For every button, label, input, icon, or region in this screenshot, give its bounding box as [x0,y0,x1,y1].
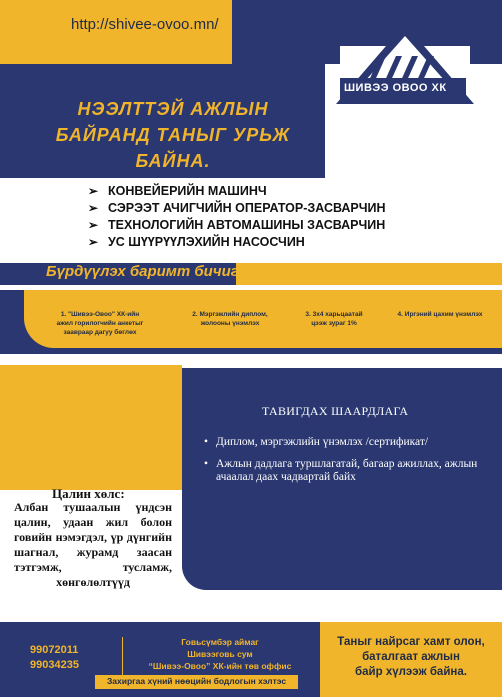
arrow-bullet-icon: ➢ [88,217,99,232]
document-item-4: 4. Иргэний цахим үнэмлэх [397,311,483,318]
office-address: Говьсүмбэр аймаг Шивээговь сум “Шивээ-Овоо” ХК-ийн төв оффис [148,637,292,671]
position-item [88,199,488,216]
headline-line-2: БАЙРАНД ТАНЫГ УРЬЖ [55,125,291,145]
headline-line-3: БАЙНА. [135,151,211,171]
arrow-bullet-icon: ➢ [88,200,99,215]
requirement-item: • Ажлын дадлага туршлагатай, багаар ажиллах, ажлын ачаалал даах чадвартай байх [204,458,478,483]
headline [38,96,308,174]
footer-divider [122,637,123,677]
company-logo [322,18,480,126]
position-item [88,233,488,250]
phone-number-2[interactable]: 99034235 [30,659,79,671]
arrow-bullet-icon: ➢ [88,234,99,249]
position-label: КОНВЕЙЕРИЙН МАШИНЧ [108,183,267,198]
phone-numbers [30,643,79,673]
position-item [88,182,488,199]
arrow-bullet-icon: ➢ [88,183,99,198]
requirements-title: ТАВИГДАХ ШААРДЛАГА [262,404,409,418]
document-item-1: 1. "Шивээ-Овоо" ХК-ийн ажил горилогчийн анкетыг заавраар дагуу бөглөх [56,311,144,336]
bullet-icon: • [204,458,209,470]
department-name: Захиргаа хүний нөөцийн бодлогын хэлтэс [106,676,287,686]
position-label: СЭРЭЭТ АЧИГЧИЙН ОПЕРАТОР-ЗАСВАРЧИН [108,200,386,215]
footer-slogan: Таныг найрсаг хамт олон, баталгаат ажлын байр хүлээж байна. [337,636,485,678]
position-label: УС ШҮҮРҮҮЛЭХИЙН НАСОСЧИН [108,234,305,249]
website-url[interactable]: http://shivee-ovoo.mn/ [71,16,219,33]
documents-title: Бүрдүүлэх баримт бичиг [46,263,239,280]
bullet-icon: • [204,436,209,448]
requirements-list [204,436,494,493]
salary-description: Албан тушаалын үндсэн цалин, удаан жил болон говийн нэмэгдэл, үр дүнгийн шагнал, журамд заасан тэтгэмж, тусламж, хөнгөлөлтүүд [14,500,172,589]
requirements-accent [0,365,182,490]
salary-title: Цалин хөлс: [52,486,125,501]
phone-number-1[interactable]: 99072011 [30,644,79,656]
requirement-item: • Диплом, мэргэжлийн үнэмлэх /сертификат/ [204,436,429,448]
ovoo-mountain-logo-icon [322,18,480,126]
document-item-3: 3. 3х4 харьцаатай цээж зураг 1% [305,311,363,327]
logo-company-name: ШИВЭЭ ОВОО ХК [344,82,447,94]
position-item [88,216,488,233]
headline-line-1: НЭЭЛТТЭЙ АЖЛЫН [77,99,269,119]
positions-list [88,182,488,250]
document-item-2: 2. Мэргэжлийн диплом, жолооны үнэмлэх [192,311,268,327]
position-label: ТЕХНОЛОГИЙН АВТОМАШИНЫ ЗАСВАРЧИН [108,217,386,232]
